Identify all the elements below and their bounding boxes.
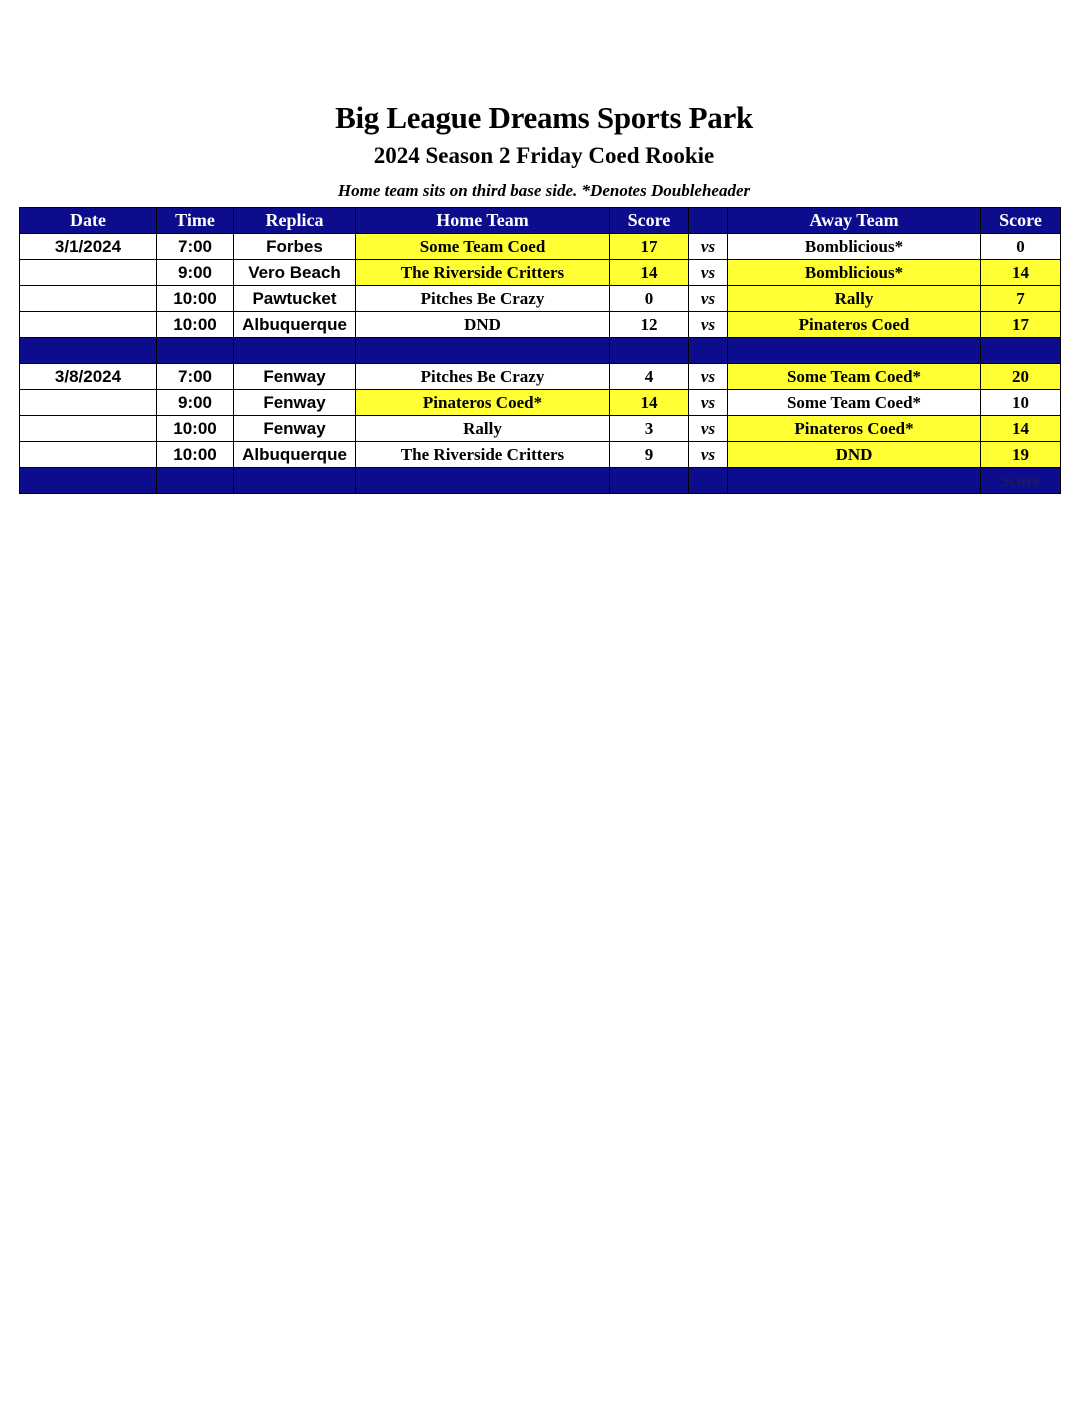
column-header-replica: Replica [234,208,356,234]
home-team-cell: Pitches Be Crazy [356,286,610,312]
home-score-cell: 14 [610,260,689,286]
date-cell [20,442,157,468]
home-score-cell: 4 [610,364,689,390]
away-team-cell: Pinateros Coed [728,312,981,338]
vs-cell: vs [689,390,728,416]
away-team-cell: Some Team Coed* [728,390,981,416]
column-header-vs [689,208,728,234]
home-team-cell: The Riverside Critters [356,260,610,286]
spacer-cell [20,468,157,494]
home-team-cell: Pitches Be Crazy [356,364,610,390]
vs-cell: vs [689,416,728,442]
date-cell [20,312,157,338]
home-score-cell: 9 [610,442,689,468]
spacer-cell [610,468,689,494]
away-team-cell: Bomblicious* [728,260,981,286]
vs-cell: vs [689,286,728,312]
table-row [20,442,1061,468]
time-cell: 9:00 [157,390,234,416]
away-team-cell: Pinateros Coed* [728,416,981,442]
replica-cell: Pawtucket [234,286,356,312]
table-row [20,364,1061,390]
spacer-cell [689,338,728,364]
table-row [20,390,1061,416]
time-cell: 7:00 [157,234,234,260]
vs-cell: vs [689,442,728,468]
spacer-cell [610,338,689,364]
table-row [20,234,1061,260]
time-cell: 10:00 [157,286,234,312]
replica-cell: Fenway [234,416,356,442]
away-team-cell: Some Team Coed* [728,364,981,390]
away-score-cell: 19 [981,442,1061,468]
home-score-cell: 3 [610,416,689,442]
spacer-cell [356,468,610,494]
column-header-date: Date [20,208,157,234]
column-header-time: Time [157,208,234,234]
spacer-cell [157,338,234,364]
replica-cell: Albuquerque [234,442,356,468]
schedule-table [19,207,1061,494]
spacer-cell [728,468,981,494]
spacer-row [20,338,1061,364]
away-score-cell: 14 [981,416,1061,442]
date-cell [20,390,157,416]
column-header-home-score: Score [610,208,689,234]
replica-cell: Fenway [234,364,356,390]
time-cell: 9:00 [157,260,234,286]
column-header-away-score: Score [981,208,1061,234]
away-team-cell: Bomblicious* [728,234,981,260]
vs-cell: vs [689,234,728,260]
spacer-cell [20,338,157,364]
replica-cell: Forbes [234,234,356,260]
date-cell: 3/8/2024 [20,364,157,390]
column-header-home-team: Home Team [356,208,610,234]
spacer-cell [234,338,356,364]
replica-cell: Fenway [234,390,356,416]
vs-cell: vs [689,312,728,338]
vs-cell: vs [689,260,728,286]
home-team-cell: Pinateros Coed* [356,390,610,416]
time-cell: 10:00 [157,312,234,338]
home-team-cell: Rally [356,416,610,442]
replica-cell: Albuquerque [234,312,356,338]
spacer-cell [234,468,356,494]
away-score-cell: 17 [981,312,1061,338]
away-score-cell: 0 [981,234,1061,260]
away-team-cell: Rally [728,286,981,312]
date-cell: 3/1/2024 [20,234,157,260]
time-cell: 7:00 [157,364,234,390]
away-score-cell: 10 [981,390,1061,416]
home-score-cell: 0 [610,286,689,312]
page-title: Big League Dreams Sports Park [335,100,753,135]
home-score-cell: 17 [610,234,689,260]
spacer-cell [689,468,728,494]
home-score-cell: 12 [610,312,689,338]
date-cell [20,260,157,286]
spacer-cell [157,468,234,494]
date-cell [20,416,157,442]
table-row [20,416,1061,442]
replica-cell: Vero Beach [234,260,356,286]
spacer-cell [981,338,1061,364]
table-row [20,286,1061,312]
spacer-cell [728,338,981,364]
vs-cell: vs [689,364,728,390]
away-team-cell: DND [728,442,981,468]
time-cell: 10:00 [157,442,234,468]
home-team-cell: DND [356,312,610,338]
spacer-row [20,468,1061,494]
away-score-cell: 14 [981,260,1061,286]
table-row [20,312,1061,338]
spacer-score-label: Score [981,468,1061,494]
home-team-cell: The Riverside Critters [356,442,610,468]
table-row [20,260,1061,286]
away-score-cell: 20 [981,364,1061,390]
home-score-cell: 14 [610,390,689,416]
spacer-cell [356,338,610,364]
date-cell [20,286,157,312]
page-subtitle: 2024 Season 2 Friday Coed Rookie [373,143,715,168]
column-header-away-team: Away Team [728,208,981,234]
time-cell: 10:00 [157,416,234,442]
schedule-note: Home team sits on third base side. *Denotes Doubleheader [337,181,751,200]
home-team-cell: Some Team Coed [356,234,610,260]
away-score-cell: 7 [981,286,1061,312]
header-row [20,208,1061,234]
